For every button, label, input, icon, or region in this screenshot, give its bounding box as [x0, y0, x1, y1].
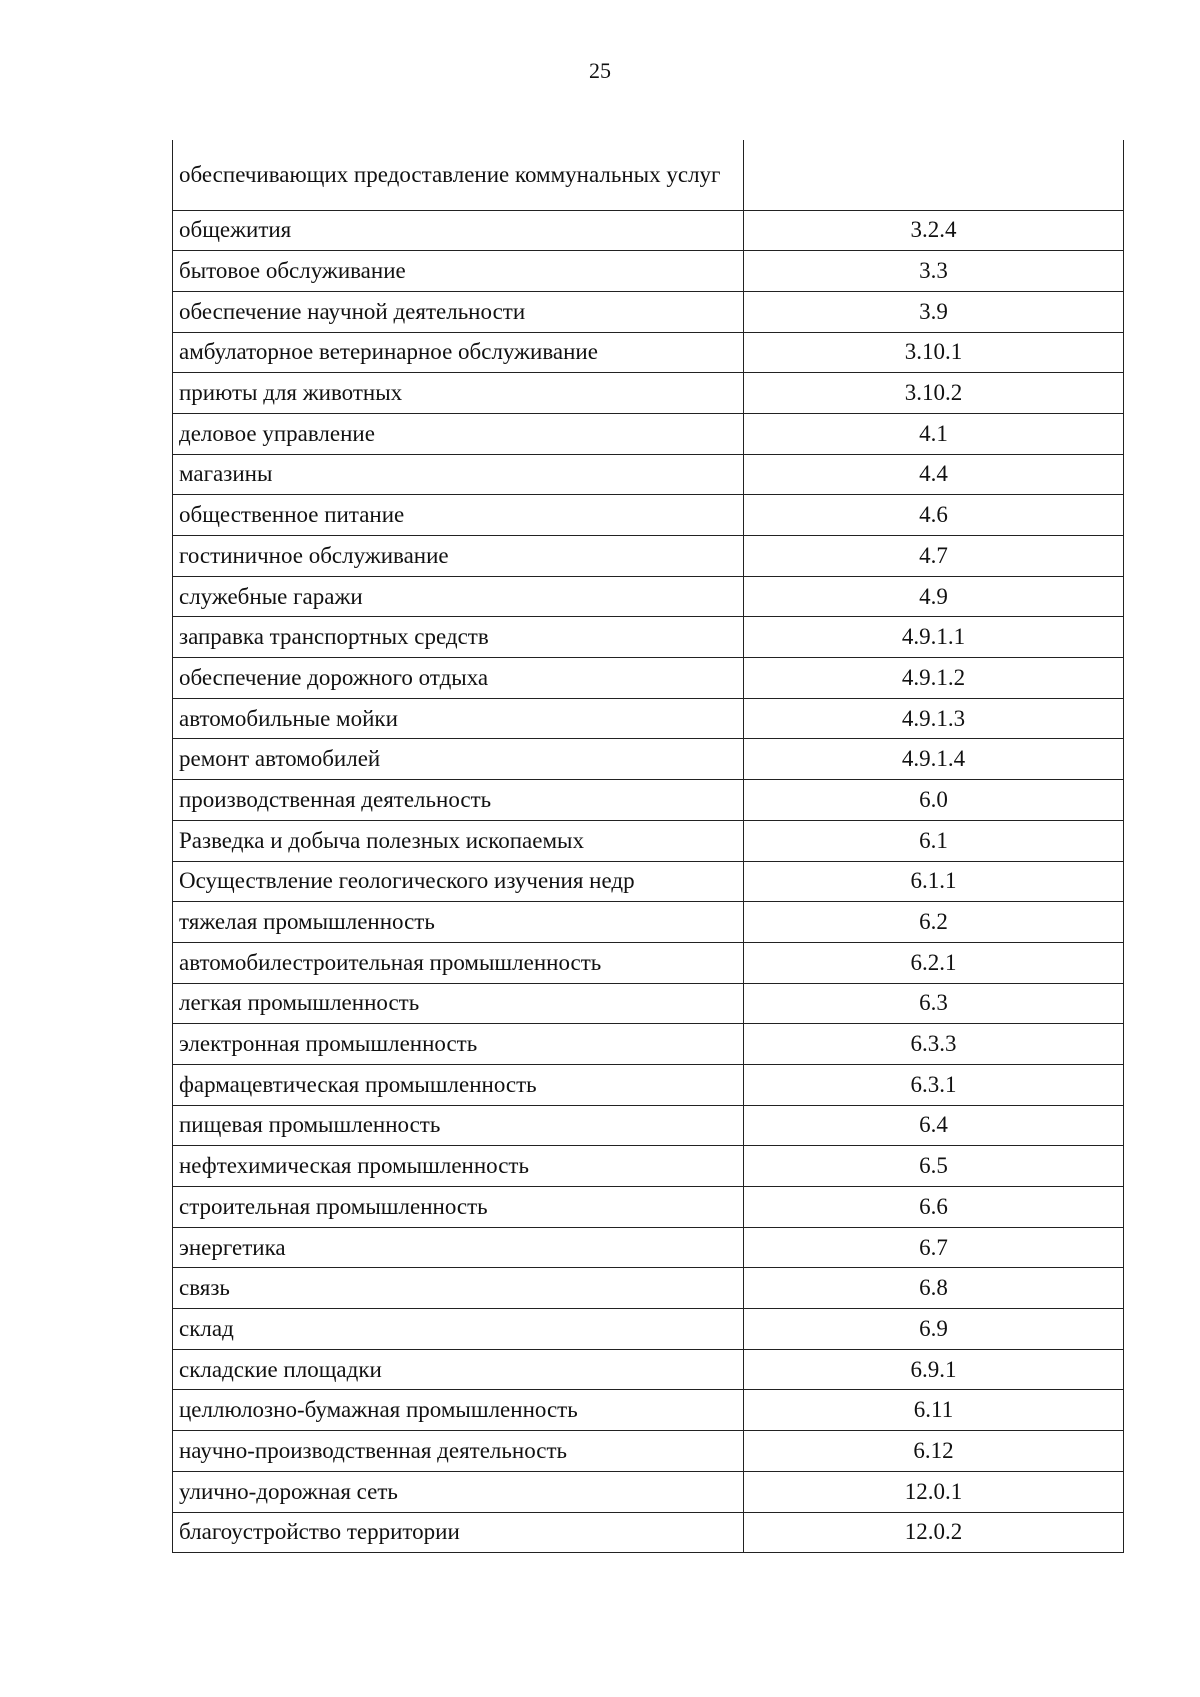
table-row — [173, 861, 1124, 902]
table-row — [173, 251, 1124, 292]
table-row — [173, 1471, 1124, 1512]
land-use-code-cell: 6.2 — [744, 902, 1124, 943]
land-use-name-cell: строительная промышленность — [173, 1187, 744, 1228]
land-use-name-cell: связь — [173, 1268, 744, 1309]
land-use-code-cell: 4.9.1.2 — [744, 658, 1124, 699]
table-row — [173, 210, 1124, 251]
table-row — [173, 658, 1124, 699]
table-row — [173, 413, 1124, 454]
land-use-code-cell: 6.12 — [744, 1431, 1124, 1472]
land-use-name-cell: тяжелая промышленность — [173, 902, 744, 943]
table-row — [173, 942, 1124, 983]
land-use-code-cell: 12.0.1 — [744, 1471, 1124, 1512]
land-use-code-cell: 4.1 — [744, 413, 1124, 454]
land-use-name-cell: благоустройство территории — [173, 1512, 744, 1553]
table-row — [173, 1512, 1124, 1553]
land-use-code-cell: 6.5 — [744, 1146, 1124, 1187]
table-row — [173, 1309, 1124, 1350]
table-row — [173, 1064, 1124, 1105]
table-row — [173, 1024, 1124, 1065]
table-row — [173, 536, 1124, 577]
table-row — [173, 495, 1124, 536]
land-use-name-cell: целлюлозно-бумажная промышленность — [173, 1390, 744, 1431]
land-use-name-cell: Разведка и добыча полезных ископаемых — [173, 820, 744, 861]
land-use-name-cell: заправка транспортных средств — [173, 617, 744, 658]
land-use-code-cell — [744, 140, 1124, 210]
land-use-name-cell: энергетика — [173, 1227, 744, 1268]
land-use-code-cell: 6.1.1 — [744, 861, 1124, 902]
land-use-code-cell: 6.6 — [744, 1187, 1124, 1228]
land-use-name-cell: научно-производственная деятельность — [173, 1431, 744, 1472]
land-use-code-cell: 6.3 — [744, 983, 1124, 1024]
land-use-code-cell: 3.10.1 — [744, 332, 1124, 373]
table-row — [173, 1431, 1124, 1472]
table-row — [173, 820, 1124, 861]
land-use-name-cell: амбулаторное ветеринарное обслуживание — [173, 332, 744, 373]
land-use-code-cell: 4.9.1.3 — [744, 698, 1124, 739]
land-use-code-cell: 6.9.1 — [744, 1349, 1124, 1390]
page-number: 25 — [589, 58, 611, 83]
land-use-name-cell: деловое управление — [173, 413, 744, 454]
land-use-code-cell: 6.7 — [744, 1227, 1124, 1268]
land-use-code-cell: 12.0.2 — [744, 1512, 1124, 1553]
land-use-code-cell: 6.3.3 — [744, 1024, 1124, 1065]
land-use-code-cell: 6.4 — [744, 1105, 1124, 1146]
land-use-name-cell: склад — [173, 1309, 744, 1350]
land-use-table — [172, 140, 1124, 1553]
land-use-name-cell: ремонт автомобилей — [173, 739, 744, 780]
land-use-name-cell: складские площадки — [173, 1349, 744, 1390]
land-use-name-cell: служебные гаражи — [173, 576, 744, 617]
table-row — [173, 739, 1124, 780]
land-use-name-cell: автомобильные мойки — [173, 698, 744, 739]
land-use-name-cell: приюты для животных — [173, 373, 744, 414]
land-use-name-cell: Осуществление геологического изучения недр — [173, 861, 744, 902]
land-use-name-cell: бытовое обслуживание — [173, 251, 744, 292]
table-row — [173, 1187, 1124, 1228]
table-row — [173, 140, 1124, 210]
table-row — [173, 983, 1124, 1024]
table-row — [173, 1349, 1124, 1390]
land-use-name-cell: обеспечивающих предоставление коммунальных услуг — [173, 140, 744, 210]
land-use-name-cell: производственная деятельность — [173, 780, 744, 821]
table-row — [173, 1146, 1124, 1187]
land-use-code-cell: 6.0 — [744, 780, 1124, 821]
land-use-code-cell: 6.3.1 — [744, 1064, 1124, 1105]
land-use-code-cell: 4.7 — [744, 536, 1124, 577]
table-row — [173, 373, 1124, 414]
land-use-name-cell: обеспечение научной деятельности — [173, 291, 744, 332]
land-use-code-cell: 3.2.4 — [744, 210, 1124, 251]
land-use-name-cell: нефтехимическая промышленность — [173, 1146, 744, 1187]
land-use-name-cell: автомобилестроительная промышленность — [173, 942, 744, 983]
table-row — [173, 617, 1124, 658]
table-row — [173, 902, 1124, 943]
table-row — [173, 1227, 1124, 1268]
land-use-name-cell: гостиничное обслуживание — [173, 536, 744, 577]
table-row — [173, 1390, 1124, 1431]
table-row — [173, 291, 1124, 332]
land-use-name-cell: улично-дорожная сеть — [173, 1471, 744, 1512]
land-use-code-cell: 6.1 — [744, 820, 1124, 861]
table-row — [173, 698, 1124, 739]
table-row — [173, 780, 1124, 821]
land-use-name-cell: пищевая промышленность — [173, 1105, 744, 1146]
land-use-code-cell: 4.9.1.4 — [744, 739, 1124, 780]
land-use-name-cell: фармацевтическая промышленность — [173, 1064, 744, 1105]
land-use-code-cell: 3.9 — [744, 291, 1124, 332]
table-row — [173, 1268, 1124, 1309]
land-use-code-cell: 3.10.2 — [744, 373, 1124, 414]
land-use-code-cell: 4.9 — [744, 576, 1124, 617]
land-use-name-cell: общественное питание — [173, 495, 744, 536]
land-use-code-cell: 4.4 — [744, 454, 1124, 495]
table-body — [173, 140, 1124, 1553]
land-use-name-cell: общежития — [173, 210, 744, 251]
land-use-name-cell: обеспечение дорожного отдыха — [173, 658, 744, 699]
table-row — [173, 332, 1124, 373]
land-use-code-cell: 6.11 — [744, 1390, 1124, 1431]
table-row — [173, 576, 1124, 617]
land-use-name-cell: легкая промышленность — [173, 983, 744, 1024]
land-use-code-cell: 4.6 — [744, 495, 1124, 536]
land-use-name-cell: магазины — [173, 454, 744, 495]
table-row — [173, 1105, 1124, 1146]
table-row — [173, 454, 1124, 495]
land-use-code-cell: 6.8 — [744, 1268, 1124, 1309]
land-use-name-cell: электронная промышленность — [173, 1024, 744, 1065]
land-use-code-cell: 3.3 — [744, 251, 1124, 292]
land-use-code-cell: 4.9.1.1 — [744, 617, 1124, 658]
land-use-code-cell: 6.9 — [744, 1309, 1124, 1350]
land-use-code-cell: 6.2.1 — [744, 942, 1124, 983]
